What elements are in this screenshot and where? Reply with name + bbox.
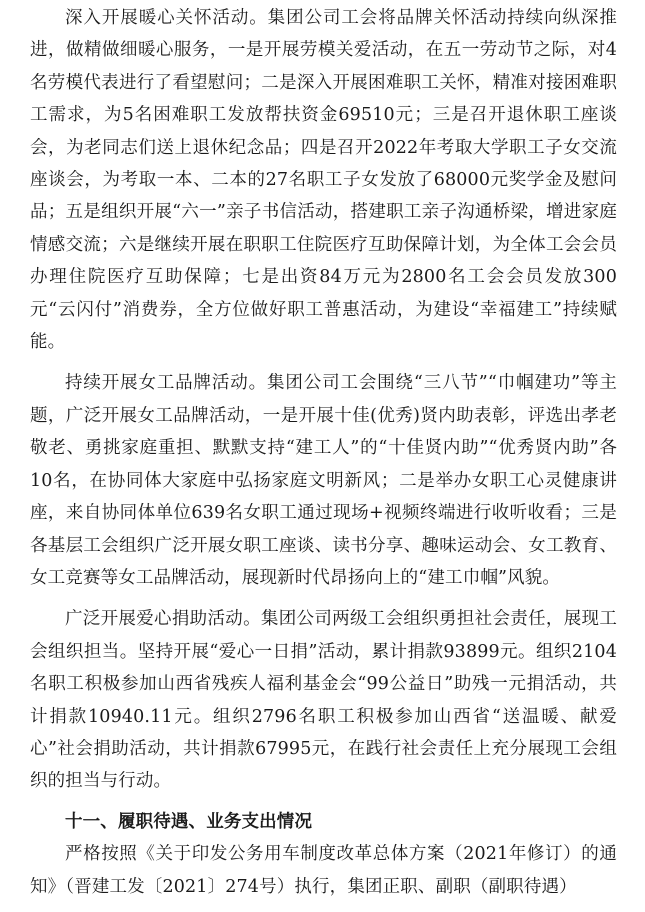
paragraph-care-activities: 深入开展暖心关怀活动。集团公司工会将品牌关怀活动持续向纵深推进，做精做细暖心服务，一是开展劳模关爱活动，在五一劳动节之际，对4名劳模代表进行了看望慰问；二是深入开展困难职工关怀，精准对接困难职工需求，为5名困难职工发放帮扶资金69510元；三是召开退休职工座谈会，为老同志们送上退休纪念品；四是召开2022年考取大学职工子女交流座谈会，为考取一本、二本的27名职工子女发放了68000元奖学金及慰问品；五是组织开展“六一”亲子书信活动，搭建职工亲子沟通桥梁，增进家庭情感交流；六是继续开展在职职工住院医疗互助保障计划，为全体工会会员办理住院医疗互助保障；七是出资84万元为2800名工会会员发放300元“云闪付”消费券，全方位做好职工普惠活动，为建设“幸福建工”持续赋能。: [30, 8, 617, 353]
section-heading: 十一、履职待遇、业务支出情况: [65, 811, 313, 832]
paragraph-official-car-policy: 严格按照《关于印发公务用车制度改革总体方案（2021年修订）的通知》（晋建工发〔2021〕274号）执行，集团正职、副职（副职待遇）: [30, 844, 617, 897]
paragraph-charity-activities: 广泛开展爱心捐助活动。集团公司两级工会组织勇担社会责任，展现工会组织担当。坚持开展“爱心一日捐”活动，累计捐款93899元。组织2104名职工积极参加山西省残疾人福利基金会“99公益日”助残一元捐活动，共计捐款10940.11元。组织2796名职工积极参加山西省“送温暖、献爱心”社会捐助活动，共计捐款67995元，在践行社会责任上充分展现工会组织的担当与行动。: [30, 609, 617, 792]
paragraph-female-worker-activities: 持续开展女工品牌活动。集团公司工会围绕“三八节”“巾帼建功”等主题，广泛开展女工品牌活动，一是开展十佳(优秀)贤内助表彰，评选出孝老敬老、勇挑家庭重担、默默支持“建工人”的“十佳贤内助”“优秀贤内助”各10名，在协同体大家庭中弘扬家庭文明新风；二是举办女职工心灵健康讲座，来自协同体单位639名女职工通过现场+视频终端进行收听收看；三是各基层工会组织广泛开展女职工座谈、读书分享、趣味运动会、女工教育、女工竞赛等女工品牌活动，展现新时代昂扬向上的“建工巾帼”风貌。: [30, 373, 617, 588]
